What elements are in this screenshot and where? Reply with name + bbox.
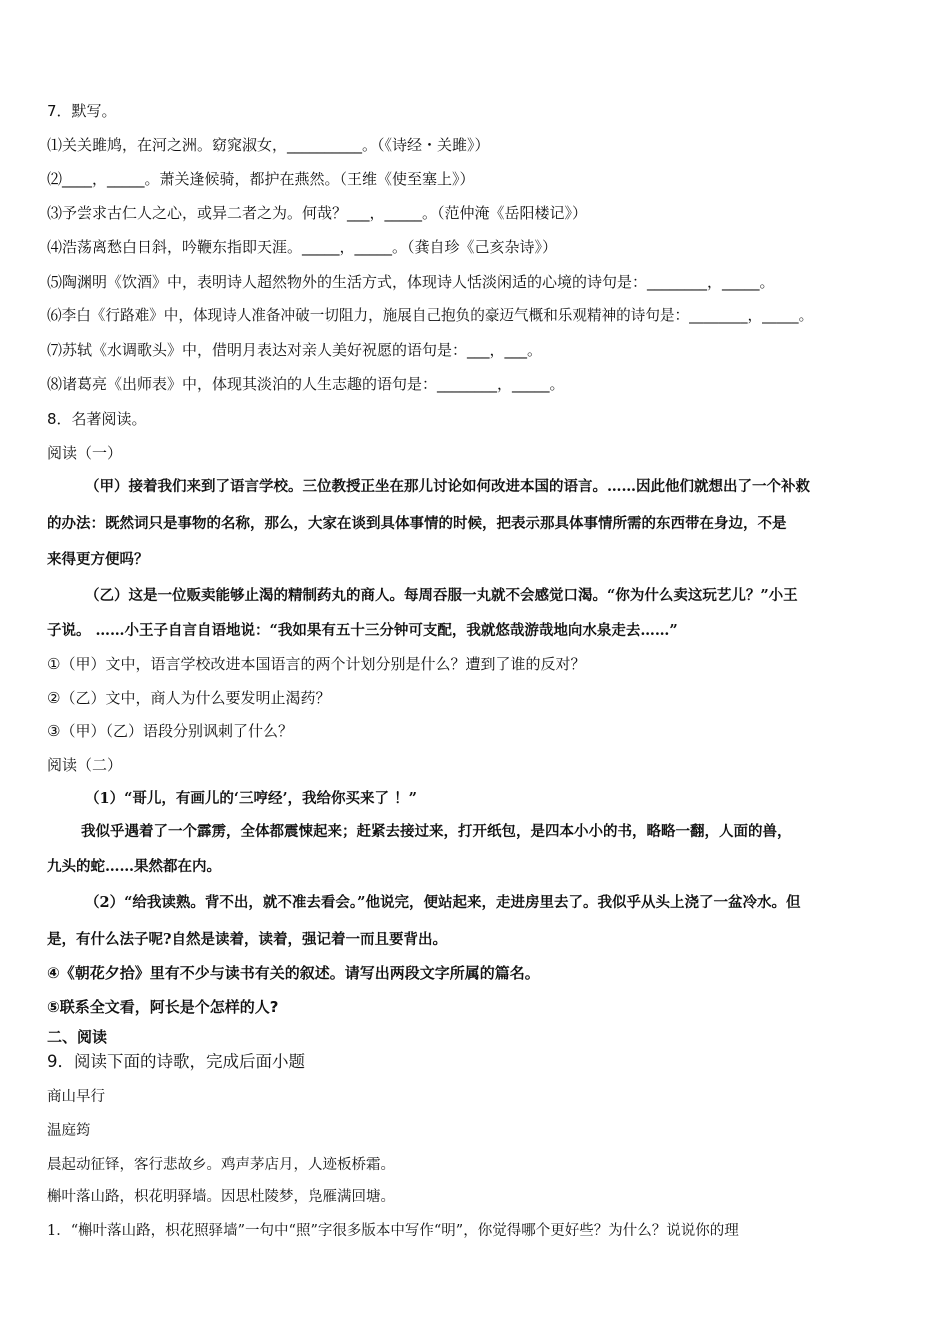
- q8-title: 8．名著阅读。: [47, 410, 147, 428]
- q7-title: 7．默写。: [47, 102, 117, 120]
- passage-a-line-2: 的办法：既然词只是事物的名称，那么，大家在谈到具体事情的时候，把表示那具体事情所需的东西带在身边，不是: [47, 515, 787, 532]
- q9-title: 9．阅读下面的诗歌，完成后面小题: [47, 1052, 305, 1071]
- q7-item-2: ⑵____，_____。萧关逢候骑，都护在燕然。（王维《使至塞上》）: [47, 170, 475, 188]
- q7-item-1: ⑴关关雎鸠，在河之洲。窈窕淑女，__________。（《诗经・关雎》）: [47, 136, 490, 154]
- sub-question-1: 1．“槲叶落山路，枳花照驿墙”一句中“照”字很多版本中写作“明”，你觉得哪个更好些？为什么？说说你的理: [47, 1223, 739, 1239]
- q7-item-5: ⑸陶渊明《饮酒》中，表明诗人超然物外的生活方式，体现诗人恬淡闲适的心境的诗句是：________，_____。: [47, 273, 775, 291]
- reading-1-heading: 阅读（一）: [47, 444, 123, 462]
- q7-item-8: ⑻诸葛亮《出师表》中，体现其淡泊的人生志趣的语句是：________，_____。: [47, 375, 565, 393]
- passage-1-line-3: 九头的蛇……果然都在内。: [47, 858, 221, 875]
- passage-b-line-1: （乙）这是一位贩卖能够止渴的精制药丸的商人。每周吞服一丸就不会感觉口渴。“你为什么卖这玩艺儿？”小王: [85, 587, 798, 604]
- section-2-heading: 二、阅读: [47, 1028, 108, 1046]
- question-2: ②（乙）文中，商人为什么要发明止渴药？: [47, 689, 331, 707]
- q7-item-7: ⑺苏轼《水调歌头》中，借明月表达对亲人美好祝愿的语句是：___，___。: [47, 341, 543, 359]
- reading-2-heading: 阅读（二）: [47, 756, 123, 774]
- passage-a-line-1: （甲）接着我们来到了语言学校。三位教授正坐在那儿讨论如何改进本国的语言。……因此他们就想出了一个补救: [85, 478, 810, 495]
- q7-item-3: ⑶予尝求古仁人之心，或异二者之为。何哉？___，_____。（范仲淹《岳阳楼记》）: [47, 204, 588, 222]
- poem-title: 商山早行: [47, 1089, 105, 1105]
- question-5: ⑤联系全文看，阿长是个怎样的人?: [47, 998, 279, 1016]
- q7-item-4: ⑷浩荡离愁白日斜，吟鞭东指即天涯。_____，_____。（龚自珍《己亥杂诗》）: [47, 238, 558, 256]
- passage-1-line-2: 我似乎遇着了一个霹雳，全体都震悚起来；赶紧去接过来，打开纸包，是四本小小的书，略略一翻，人面的兽，: [81, 823, 792, 840]
- passage-1-line-1: （1）“哥儿，有画儿的‘三哼经’，我给你买来了 ！”: [85, 790, 417, 807]
- question-4: ④《朝花夕拾》里有不少与读书有关的叙述。请写出两段文字所属的篇名。: [47, 964, 540, 982]
- passage-b-line-2: 子说。 ……小王子自言自语地说：“我如果有五十三分钟可支配，我就悠哉游哉地向水泉走去……”: [47, 622, 678, 639]
- passage-2-line-2: 是，有什么法子呢?自然是读着，读着，强记着一而且要背出。: [47, 931, 447, 948]
- passage-a-line-3: 来得更方便吗？: [47, 551, 149, 568]
- poem-line-1: 晨起动征铎，客行悲故乡。鸡声茅店月，人迹板桥霜。: [47, 1157, 395, 1173]
- question-3: ③（甲）（乙）语段分别讽刺了什么？: [47, 722, 293, 740]
- poem-line-2: 槲叶落山路，枳花明驿墙。因思杜陵梦，凫雁满回塘。: [47, 1189, 395, 1205]
- question-1: ①（甲）文中，语言学校改进本国语言的两个计划分别是什么？遭到了谁的反对？: [47, 655, 586, 673]
- passage-2-line-1: （2）“给我读熟。背不出，就不准去看会。”他说完，便站起来，走进房里去了。我似乎从头上浇了一盆冷水。但: [85, 894, 801, 911]
- poem-author: 温庭筠: [47, 1123, 91, 1139]
- q7-item-6: ⑹李白《行路难》中，体现诗人准备冲破一切阻力，施展自己抱负的豪迈气概和乐观精神的诗句是：________，_____。: [47, 307, 814, 324]
